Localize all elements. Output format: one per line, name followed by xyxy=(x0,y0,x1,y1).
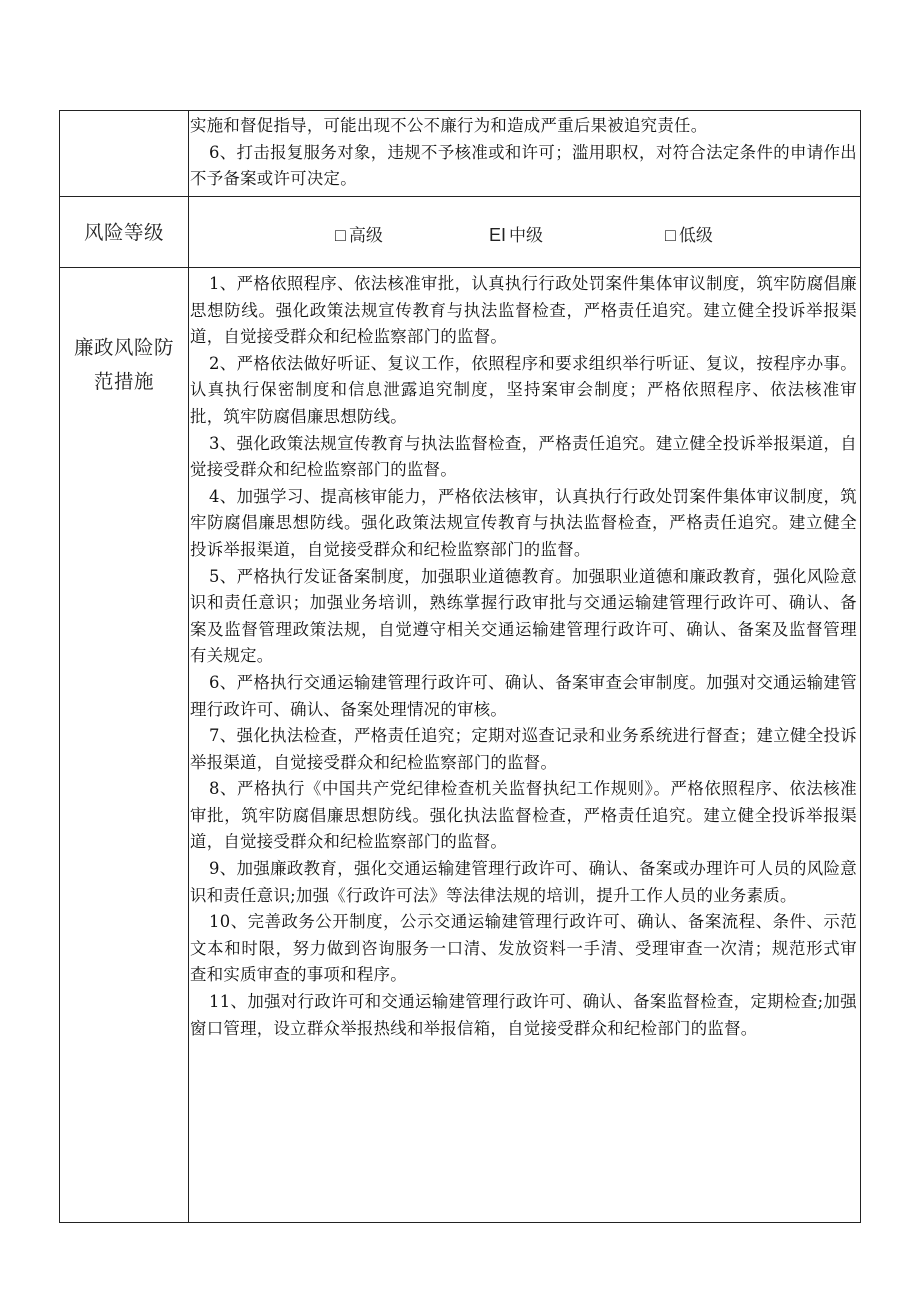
measure-item-6: 6、严格执行交通运输建管理行政许可、确认、备案审查会审制度。加强对交通运输建管理行政许可、确认、备案处理情况的审核。 xyxy=(190,672,857,719)
column-divider xyxy=(188,111,189,1222)
checkbox-icon: □ xyxy=(335,225,346,245)
row-divider xyxy=(60,267,860,268)
measure-item-4: 4、加强学习、提高核审能力，严格依法核审，认真执行行政处罚案件集体审议制度，筑牢防腐倡廉思想防线。强化政策法规宣传教育与执法监督检查，严格责任追究。建立健全投诉举报渠道，自觉接受群众和纪检监察部门的监督。 xyxy=(190,486,857,559)
top-cell-line: 实施和督促指导，可能出现不公不廉行为和造成严重后果被追究责任。 xyxy=(190,116,708,135)
measure-item-5: 5、严格执行发证备案制度，加强职业道德教育。加强职业道德和廉政教育，强化风险意识和责任意识；加强业务培训，熟练掌握行政审批与交通运输建管理行政许可、确认、备案及监督管理政策法规，自觉遵守相关交通运输建管理行政许可、确认、备案及监督管理有关规定。 xyxy=(190,566,857,666)
risk-level-medium[interactable] xyxy=(489,221,543,246)
measure-item-10: 10、完善政务公开制度，公示交通运输建管理行政许可、确认、备案流程、条件、示范文本和时限，努力做到咨询服务一口清、发放资料一手清、受理审查一次清；规范形式审查和实质审查的事项和程序。 xyxy=(190,912,857,985)
risk-level-medium-label: 中级 xyxy=(509,226,544,246)
measure-item-11: 11、加强对行政许可和交通运输建管理行政许可、确认、备案监督检查，定期检查;加强窗口管理，设立群众举报热线和举报信箱，自觉接受群众和纪检部门的监督。 xyxy=(190,992,857,1038)
measure-item-1: 1、严格依照程序、依法核准审批，认真执行行政处罚案件集体审议制度，筑牢防腐倡廉思想防线。强化政策法规宣传教育与执法监督检查，严格责任追究。建立健全投诉举报渠道，自觉接受群众和纪检监察部门的监督。 xyxy=(190,274,857,347)
risk-level-low-label: 低级 xyxy=(678,226,713,246)
measure-item-9: 9、加强廉政教育，强化交通运输建管理行政许可、确认、备案或办理许可人员的风险意识和责任意识;加强《行政许可法》等法律法规的培训，提升工作人员的业务素质。 xyxy=(190,859,857,905)
measure-item-7: 7、强化执法检查，严格责任追究；定期对巡查记录和业务系统进行督查；建立健全投诉举报渠道，自觉接受群众和纪检监察部门的监督。 xyxy=(190,726,857,772)
risk-level-high[interactable] xyxy=(335,221,383,246)
risk-level-high-label: 高级 xyxy=(348,226,383,246)
risk-level-low[interactable] xyxy=(665,221,713,246)
checked-checkbox-icon: EI xyxy=(489,225,507,245)
top-cell-text xyxy=(190,113,857,193)
top-cell-item-6: 6、打击报复服务对象，违规不予核准或和许可；滥用职权，对符合法定条件的申请作出不予备案或许可决定。 xyxy=(190,142,857,188)
measures-list xyxy=(190,271,857,1042)
measures-label: 廉政风险防范措施 xyxy=(73,336,174,393)
risk-level-label: 风险等级 xyxy=(83,221,164,244)
measure-item-3: 3、强化政策法规宣传教育与执法监督检查，严格责任追究。建立健全投诉举报渠道，自觉接受群众和纪检监察部门的监督。 xyxy=(190,433,857,480)
risk-table xyxy=(59,110,861,1223)
measure-item-2: 2、严格依法做好听证、复议工作，依照程序和要求组织举行听证、复议，按程序办事。认真执行保密制度和信息泄露追究制度，坚持案审会制度；严格依照程序、依法核准审批，筑牢防腐倡廉思想防线。 xyxy=(190,353,857,426)
checkbox-icon: □ xyxy=(665,225,676,245)
measure-item-8: 8、严格执行《中国共产党纪律检查机关监督执纪工作规则》。严格依照程序、依法核准审批，筑牢防腐倡廉思想防线。强化执法监督检查，严格责任追究。建立健全投诉举报渠道，自觉接受群众和纪检监察部门的监督。 xyxy=(190,779,857,852)
row-divider xyxy=(60,196,860,197)
